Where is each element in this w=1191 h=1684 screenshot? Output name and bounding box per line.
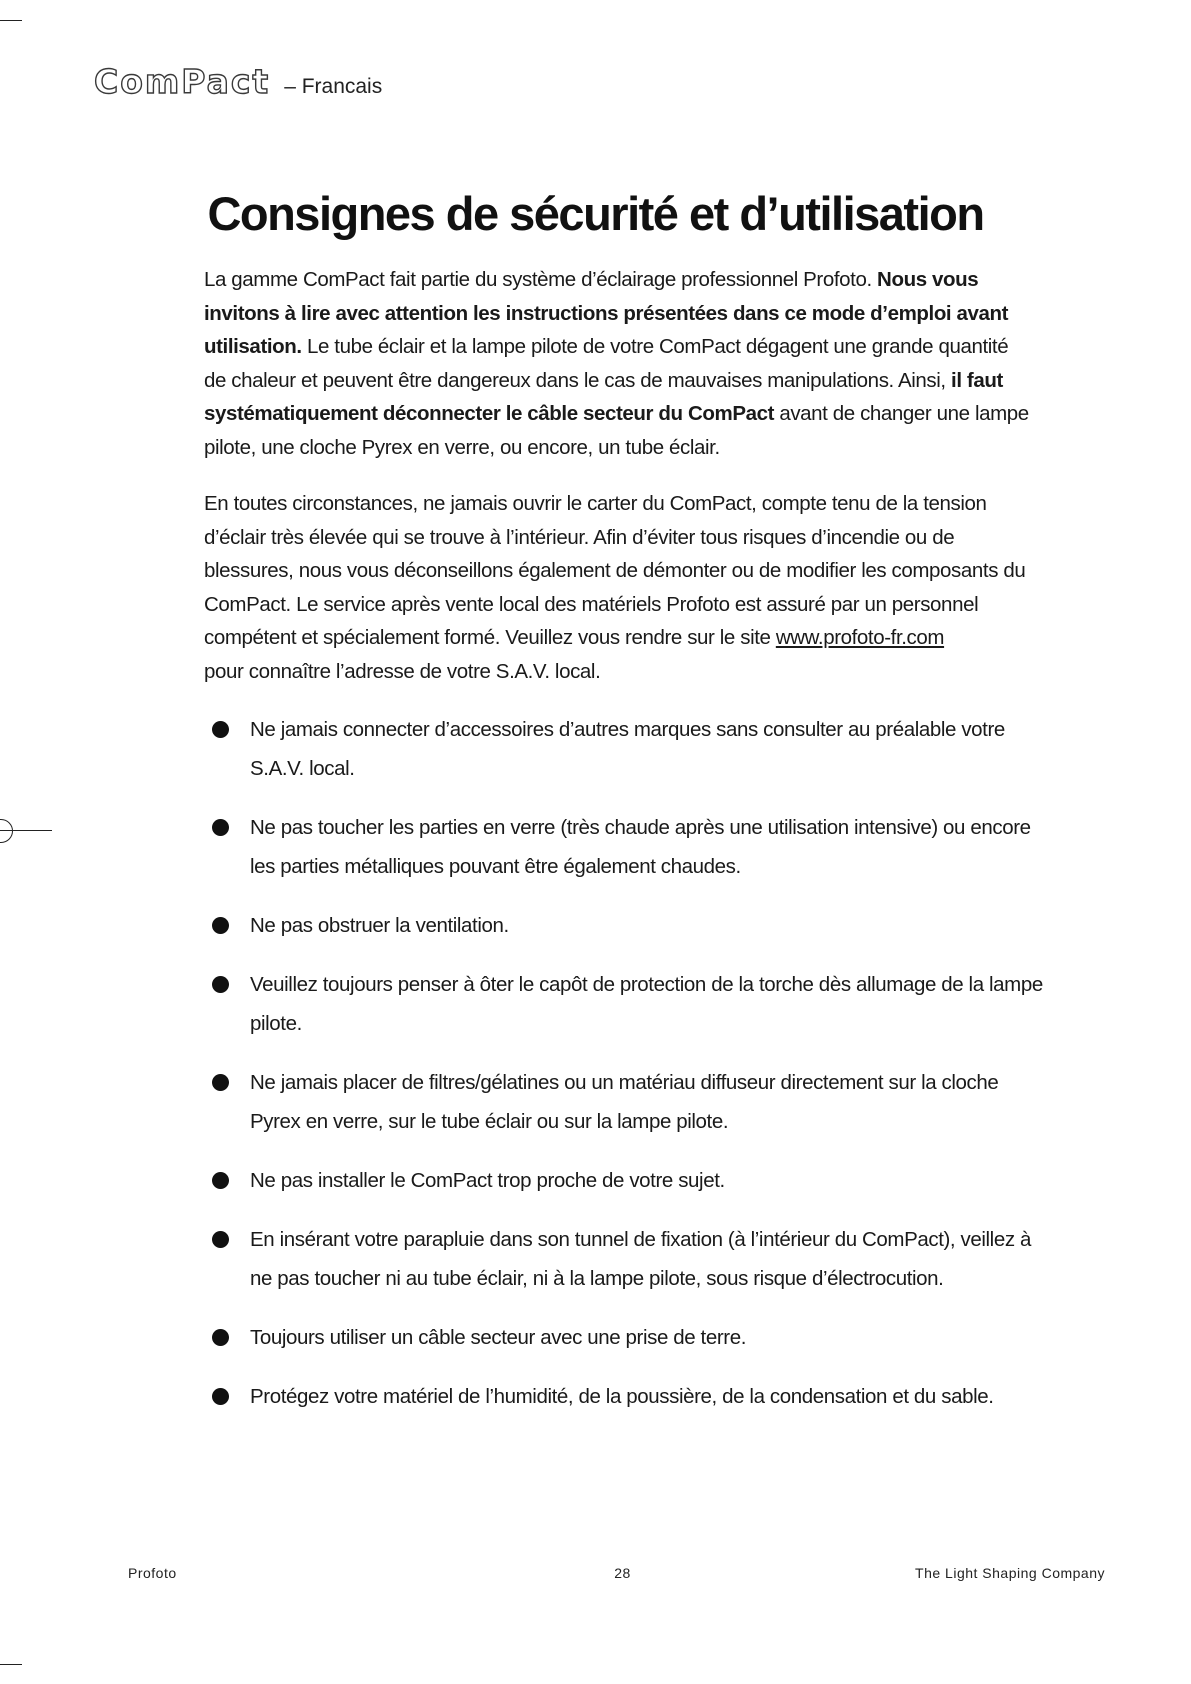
- bullet-dot-icon: [212, 819, 229, 836]
- language-label: – Francais: [284, 75, 382, 99]
- list-item-text: Ne pas toucher les parties en verre (très chaude après une utilisation intensive) ou encore les parties métalliques pouvant être également chaudes.: [250, 816, 1031, 878]
- crop-mark-top-left: [0, 20, 22, 21]
- profoto-website-link[interactable]: www.profoto-fr.com: [775, 626, 945, 649]
- intro-text-1: La gamme ComPact fait partie du système d’éclairage professionnel Profoto.: [204, 268, 878, 291]
- list-item-text: Ne jamais connecter d’accessoires d’autres marques sans consulter au préalable votre S.A.V. local.: [250, 718, 1005, 780]
- footer-brand: Profoto: [128, 1565, 177, 1581]
- bullet-dot-icon: [212, 976, 229, 993]
- page-number: 28: [614, 1565, 631, 1581]
- bullet-dot-icon: [212, 721, 229, 738]
- intro-emphasis-1: Nous vous invitons à lire avec attention les instructions présentées dans ce mode d’emploi avant utilisation.: [204, 268, 1009, 358]
- list-item-text: Ne jamais placer de filtres/gélatines ou un matériau diffuseur directement sur la cloche Pyrex en verre, sur le tube éclair ou sur la lampe pilote.: [250, 1071, 999, 1133]
- service-paragraph: [204, 487, 1034, 688]
- list-item: [204, 1161, 1054, 1200]
- list-item: [204, 1377, 1054, 1416]
- safety-list: [204, 710, 1054, 1436]
- page-title: Consignes de sécurité et d’utilisation: [207, 187, 984, 240]
- bullet-dot-icon: [212, 917, 229, 934]
- intro-paragraph: [204, 263, 1034, 464]
- list-item: [204, 808, 1054, 886]
- list-item: [204, 906, 1054, 945]
- list-item-text: Ne pas installer le ComPact trop proche de votre sujet.: [250, 1169, 725, 1192]
- page-header: [94, 62, 382, 101]
- list-item: [204, 710, 1054, 788]
- list-item-text: Protégez votre matériel de l’humidité, de la poussière, de la condensation et du sable.: [250, 1385, 994, 1408]
- compact-logo: ComPact: [94, 62, 271, 101]
- list-item-text: En insérant votre parapluie dans son tunnel de fixation (à l’intérieur du ComPact), veillez à ne pas toucher ni au tube éclair, ni à la lampe pilote, sous risque d’électrocution.: [250, 1228, 1031, 1290]
- footer-tagline: The Light Shaping Company: [915, 1565, 1105, 1581]
- crop-mark-bottom-left: [0, 1664, 22, 1665]
- service-text: En toutes circonstances, ne jamais ouvrir le carter du ComPact, compte tenu de la tension d’éclair très élevée qui se trouve à l’intérieur. Afin d’éviter tous risques d’incendie ou de blessures, nous vous déconseillons également de démonter ou de modifier les composants du ComPact. Le service après vente local des matériels Profoto est assuré par un personnel compétent et spécialement formé. Veuillez vous rendre sur le site: [204, 492, 1026, 649]
- list-item-text: Ne pas obstruer la ventilation.: [250, 914, 509, 937]
- service-text-after: pour connaître l’adresse de votre S.A.V. local.: [204, 659, 601, 683]
- list-item: [204, 1220, 1054, 1298]
- list-item: [204, 965, 1054, 1043]
- list-item: [204, 1318, 1054, 1357]
- intro-text-2: Le tube éclair et la lampe pilote de votre ComPact dégagent une grande quantité de chaleur et peuvent être dangereux dans le cas de mauvaises manipulations. Ainsi,: [204, 335, 1009, 392]
- intro-text-3: avant de changer une lampe pilote, une cloche Pyrex en verre, ou encore, un tube éclair.: [204, 402, 1029, 459]
- intro-emphasis-2: il faut systématiquement déconnecter le câble secteur du ComPact: [204, 368, 1003, 425]
- registration-mark-circle: [0, 819, 13, 843]
- bullet-dot-icon: [212, 1074, 229, 1091]
- list-item-text: Toujours utiliser un câble secteur avec une prise de terre.: [250, 1326, 747, 1349]
- bullet-dot-icon: [212, 1231, 229, 1248]
- bullet-dot-icon: [212, 1388, 229, 1405]
- bullet-dot-icon: [212, 1172, 229, 1189]
- list-item-text: Veuillez toujours penser à ôter le capôt de protection de la torche dès allumage de la lampe pilote.: [250, 973, 1043, 1035]
- bullet-dot-icon: [212, 1329, 229, 1346]
- list-item: [204, 1063, 1054, 1141]
